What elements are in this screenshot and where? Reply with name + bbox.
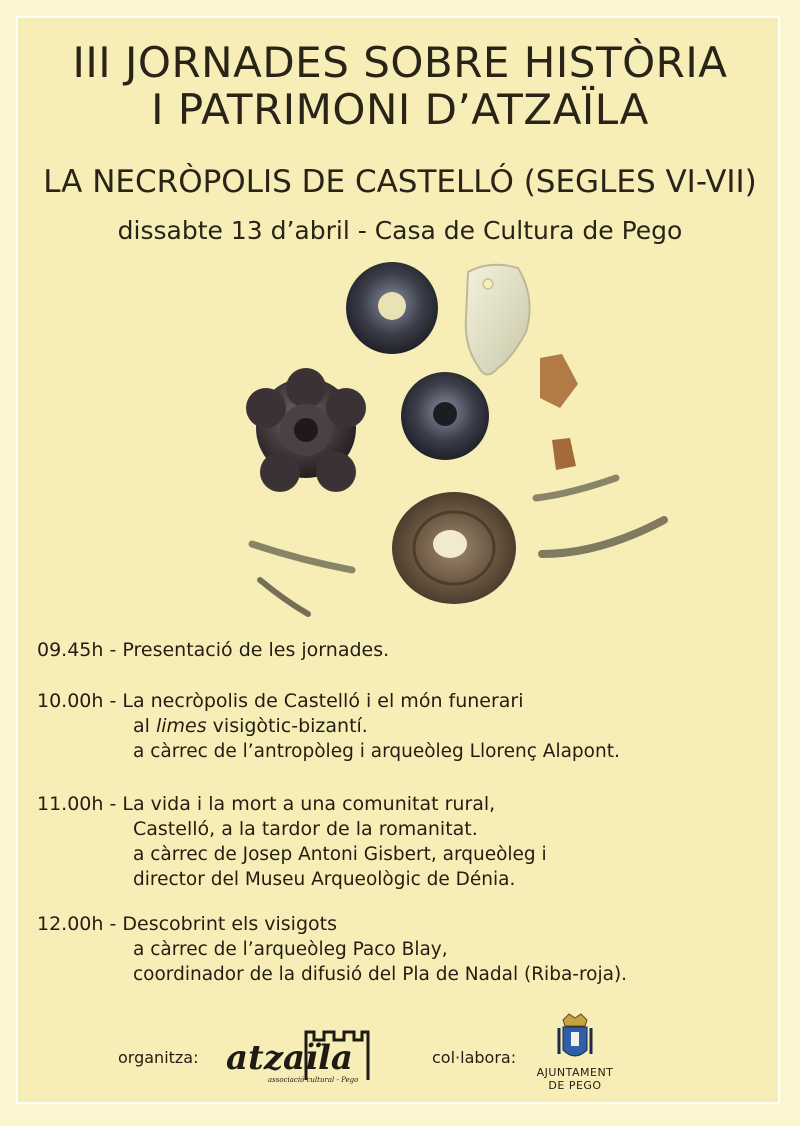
program-speaker-line2: coordinador de la difusió del Pla de Nadal (Riba-roja). (133, 964, 628, 985)
logo-subtext: associació cultural - Pego (268, 1076, 359, 1084)
ajuntament-line2: DE PEGO (548, 1079, 602, 1092)
poster-title-line1: III JORNADES SOBRE HISTÒRIA (72, 38, 728, 87)
program-item-0945: 09.45h - Presentació de les jornades. (37, 639, 390, 661)
program-item-1100: 11.00h - La vida i la mort a una comunitat rural, Castelló, a la tardor de la romanitat. a càrrec de Josep Antoni Gisbert, arqueòleg i director del Museu Arqueològic de Dénia. (37, 793, 547, 890)
coat-of-arms-icon (530, 1010, 620, 1066)
poster-subtitle: LA NECRÒPOLIS DE CASTELLÓ (SEGLES VI-VII) (43, 164, 757, 200)
program-time: 11.00h (37, 793, 104, 815)
program-time: 12.00h (37, 913, 104, 935)
poster-footer (0, 1010, 800, 1100)
program-item-1000: 10.00h - La necròpolis de Castelló i el món funerari al limes visigòtic-bizantí. a càrrec de l’antropòleg i arqueòleg Llorenç Alapont. (37, 690, 620, 762)
title-part: visigòtic-bizantí. (206, 715, 368, 737)
artifacts-photo (240, 258, 680, 628)
program-title: Presentació de les jornades. (122, 639, 390, 661)
rust-fragment-1 (540, 354, 578, 408)
wire-fragment-2 (542, 520, 664, 554)
program-title: Descobrint els visigots (122, 913, 337, 935)
wire-fragment-3 (252, 544, 352, 570)
atzaila-logo (222, 1020, 372, 1088)
rust-fragment-2 (552, 438, 576, 470)
flower-bead (246, 368, 366, 492)
program-item-1200: 12.00h - Descobrint els visigots a càrrec de l’arqueòleg Paco Blay, coordinador de la difusió del Pla de Nadal (Riba-roja). (37, 913, 628, 985)
organiza-label: organitza: (118, 1048, 199, 1067)
program-title: La necròpolis de Castelló i el món funerari (122, 690, 524, 712)
program-time: 10.00h (37, 690, 104, 712)
title-part: al (133, 715, 156, 737)
program-speaker: a càrrec de l’antropòleg i arqueòleg Llorenç Alapont. (133, 741, 620, 762)
date-and-venue: dissabte 13 d’abril - Casa de Cultura de Pego (117, 216, 683, 245)
collabora-label: col·labora: (432, 1048, 517, 1067)
bronze-ring (392, 492, 516, 604)
poster-title-line2: I PATRIMONI D’ATZAÏLA (151, 85, 649, 134)
program-speaker-line2: director del Museu Arqueològic de Dénia. (133, 869, 516, 890)
ajuntament-line1: AJUNTAMENT (536, 1066, 614, 1079)
ajuntament-logo (530, 1010, 620, 1100)
bead-middle (401, 372, 489, 460)
program-speaker: a càrrec de l’arqueòleg Paco Blay, (133, 939, 448, 960)
title-italic-part: limes (155, 715, 207, 737)
program-title: La vida i la mort a una comunitat rural, (122, 793, 496, 815)
bead-top (346, 262, 438, 354)
program-title-line2: Castelló, a la tardor de la romanitat. (133, 818, 478, 840)
program-time: 09.45h (37, 639, 104, 661)
glass-pendant (466, 265, 530, 375)
wire-fragment-4 (260, 580, 308, 614)
logo-wordmark: atzaïla (226, 1038, 353, 1078)
program-speaker: a càrrec de Josep Antoni Gisbert, arqueòleg i (133, 844, 547, 865)
wire-fragment-1 (536, 478, 616, 498)
program-title-line2 (37, 714, 620, 739)
